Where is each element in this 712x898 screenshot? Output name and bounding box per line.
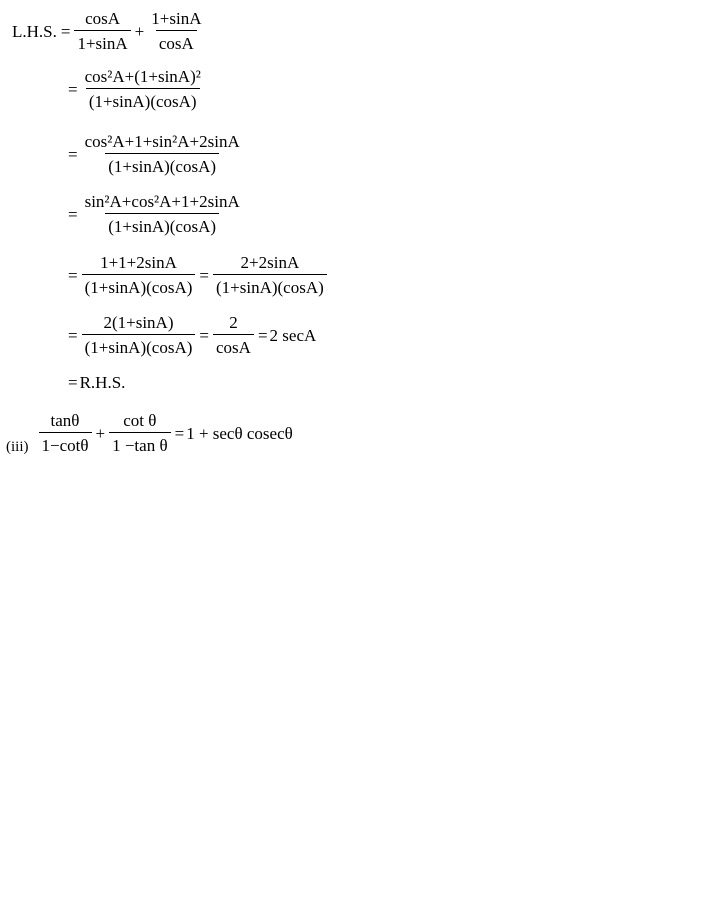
plus-sign: + [134,21,145,41]
equals-sign: = [199,265,209,285]
denominator: (1+sinA)(cosA) [82,334,196,356]
fraction [82,193,243,235]
fraction [82,254,196,296]
plus-sign: + [95,423,106,443]
fraction [82,133,243,175]
fraction [39,412,92,454]
numerator: cos²A+(1+sinA)² [84,67,201,86]
denominator: cosA [156,30,197,52]
denominator: cosA [213,334,254,356]
denominator: (1+sinA)(cosA) [82,274,196,296]
rhs-expression: 1 + secθ cosecθ [186,423,293,443]
numerator: cot θ [123,411,157,430]
equals-sign: = [68,325,78,345]
step-1 [66,68,206,110]
equals-sign: = [68,204,78,224]
part-iii-line [6,412,293,454]
fraction [148,10,204,52]
equals-sign: = [68,265,78,285]
equals-sign: = [199,325,209,345]
numerator: 1+1+2sinA [100,253,177,272]
equals-sign: = [257,325,268,345]
equals-sign: = [68,79,78,99]
numerator: tanθ [50,411,80,430]
result-value: 2 secA [269,325,317,345]
fraction [213,254,327,296]
denominator: (1+sinA)(cosA) [213,274,327,296]
part-label: (iii) [6,438,29,455]
denominator: 1+sinA [74,30,130,52]
numerator: 2 [229,313,238,332]
equals-sign: = [60,21,71,41]
denominator: 1−cotθ [39,432,92,454]
step-2 [66,133,245,175]
lhs-label: L.H.S. [12,21,57,41]
step-4 [66,254,329,296]
rhs-line [66,374,125,391]
numerator: cos²A+1+sin²A+2sinA [84,132,240,151]
numerator: 1+sinA [151,9,202,28]
numerator: 2(1+sinA) [103,313,174,332]
denominator: (1+sinA)(cosA) [105,153,219,175]
fraction [82,68,204,110]
step-5 [66,314,316,356]
numerator: cosA [85,9,121,28]
fraction [213,314,254,356]
equals-sign: = [68,144,78,164]
rhs-label: R.H.S. [79,373,126,392]
equals-sign: = [68,373,78,392]
fraction [109,412,171,454]
step-3 [66,193,245,235]
denominator: 1 −tan θ [109,432,171,454]
equals-sign: = [174,423,185,443]
numerator: 2+2sinA [240,253,300,272]
fraction [74,10,130,52]
fraction [82,314,196,356]
numerator: sin²A+cos²A+1+2sinA [84,192,240,211]
denominator: (1+sinA)(cosA) [86,88,200,110]
lhs-line [12,10,206,52]
denominator: (1+sinA)(cosA) [105,213,219,235]
